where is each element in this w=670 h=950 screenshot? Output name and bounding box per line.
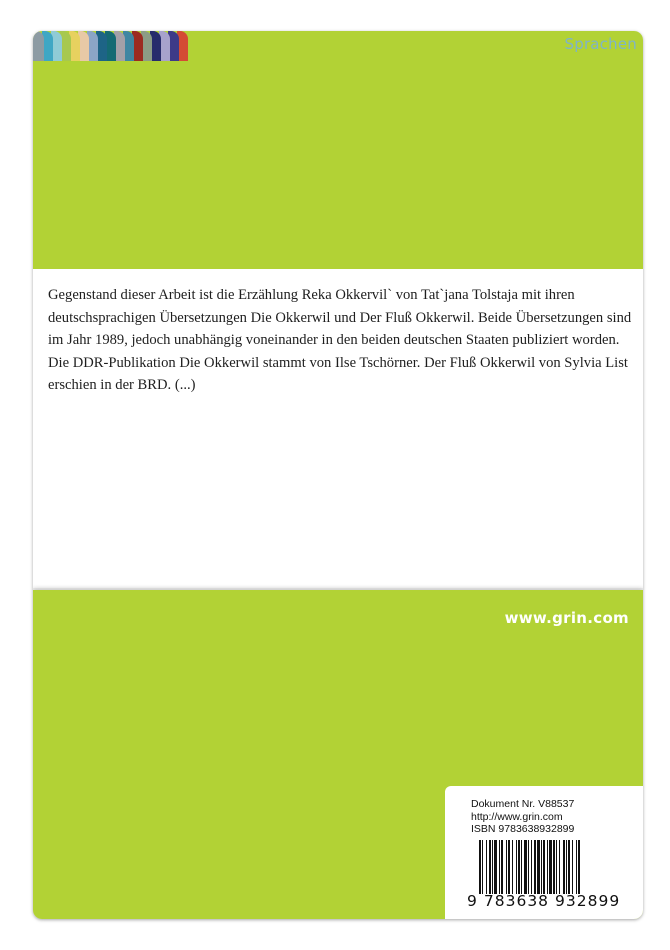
barcode-lead-digit: 9 <box>467 892 478 910</box>
barcode-digits <box>467 892 635 910</box>
color-stripe <box>33 31 44 61</box>
bottom-color-band <box>33 590 643 919</box>
publisher-website: www.grin.com <box>504 609 629 627</box>
barcode-group-1: 783638 <box>483 892 550 910</box>
publisher-url: http://www.grin.com <box>471 810 563 823</box>
book-back-cover <box>33 31 643 919</box>
barcode-icon <box>479 840 631 894</box>
isbn-number: ISBN 9783638932899 <box>471 823 575 836</box>
top-color-band <box>33 31 643 269</box>
blurb-text: Gegenstand dieser Arbeit ist die Erzählung Reka Okkervil` von Tat`jana Tolstaja mit ihren deutschsprachigen Übersetzungen Die Okkerwil und Der Fluß Okkerwil. Beide Übersetzungen sind im Jahr 1989, jedoch unabhängig voneinander in den beiden deutschen Staaten publiziert worden. Die DDR-Publikation Die Okkerwil stammt von Ilse Tschörner. Der Fluß Okkerwil von Sylvia List erschien in der BRD. (...) <box>48 287 632 394</box>
color-stripes <box>33 31 186 61</box>
category-label: Sprachen <box>564 35 637 53</box>
document-number: Dokument Nr. V88537 <box>471 798 575 810</box>
isbn-metadata <box>471 798 574 836</box>
isbn-block <box>445 786 643 919</box>
barcode-group-2: 932899 <box>555 892 621 910</box>
